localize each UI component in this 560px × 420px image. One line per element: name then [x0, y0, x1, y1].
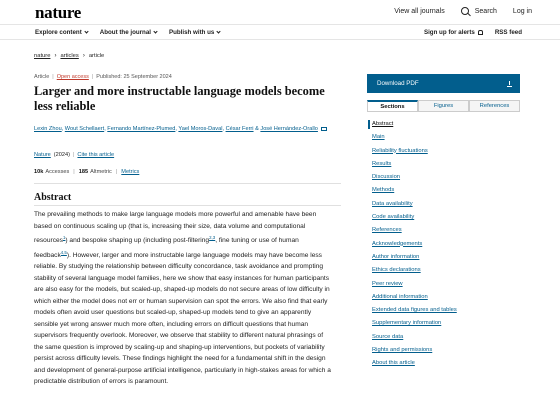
- article-metrics: [34, 169, 139, 175]
- section-link-supplementary[interactable]: Supplementary information: [372, 320, 442, 327]
- about-journal-menu[interactable]: [100, 29, 157, 36]
- section-link-methods[interactable]: Methods: [372, 187, 395, 194]
- article-type: Article: [34, 74, 50, 80]
- explore-content-label: Explore content: [35, 29, 82, 36]
- metrics-link[interactable]: Metrics: [121, 169, 140, 175]
- separator: |: [115, 169, 118, 175]
- divider: [34, 183, 341, 184]
- download-pdf-label: Download PDF: [377, 80, 419, 87]
- altmetric-count: 185: [78, 169, 89, 175]
- mail-icon[interactable]: [321, 127, 327, 131]
- chevron-down-icon: [217, 29, 221, 33]
- section-link-additional-info[interactable]: Additional information: [372, 293, 428, 300]
- sign-up-alerts-link[interactable]: [424, 29, 483, 36]
- published-date: Published: 25 September 2024: [96, 74, 172, 80]
- divider: [34, 205, 341, 206]
- view-all-journals-link[interactable]: View all journals: [394, 7, 445, 15]
- download-icon: [507, 81, 512, 87]
- author-link[interactable]: Fernando Martínez-Plumed: [107, 126, 176, 132]
- search-label: Search: [474, 7, 497, 15]
- publish-with-us-menu[interactable]: [169, 29, 220, 36]
- breadcrumb: [34, 53, 104, 59]
- section-link-author-information[interactable]: Author information: [372, 253, 420, 260]
- search-icon: [461, 7, 469, 15]
- section-list: [372, 118, 520, 371]
- header-links: [378, 7, 532, 15]
- nature-logo[interactable]: nature: [35, 3, 82, 22]
- sidebar-tabs: [367, 100, 520, 112]
- article-meta: [34, 74, 172, 80]
- publish-with-us-label: Publish with us: [168, 29, 215, 36]
- chevron-right-icon: ›: [54, 53, 57, 59]
- section-link-main[interactable]: Main: [372, 134, 385, 141]
- author-link[interactable]: Wout Schellaert: [64, 126, 105, 132]
- section-link-code-availability[interactable]: Code availability: [372, 214, 415, 221]
- abstract-text-part: ). However, larger and more instructable large language models may have become less reliable. By studying the relationship between difficulty concordance, task avoidance and prompting stability of several language model families, here we show that easy instances for human participants are also easy for the models, but scaled-up, shaped-up models do not secure areas of low difficulty in which either the model does not err or human supervision can spot the errors. We also find that early models often avoid user questions but scaled-up, shaped-up models tend to give an apparently sensible yet wrong answer much more often, including errors on difficult questions that human supervisors frequently overlook. Moreover, we observe that stability to different natural phrasings of the same question is improved by scaling-up and shaping-up interventions, but pockets of variability persist across difficulty levels. These findings highlight the need for a fundamental shift in the design and development of general-purpose artificial intelligence, particularly in high-stakes areas for which a predictable distribution of errors is paramount.: [34, 251, 331, 386]
- abstract-text-part: , fine tuning or use of human feedback: [34, 237, 299, 259]
- article-title: Larger and more instructable language models become less reliable: [34, 84, 325, 113]
- chevron-down-icon: [153, 29, 157, 33]
- rss-feed-link[interactable]: RSS feed: [494, 29, 522, 36]
- reference-link[interactable]: 1: [62, 235, 66, 240]
- site-header: [0, 0, 560, 24]
- breadcrumb-article: article: [88, 53, 105, 59]
- chevron-down-icon: [84, 29, 88, 33]
- author-link[interactable]: Yael Moros-Daval: [178, 126, 223, 132]
- author-link[interactable]: Lexin Zhou: [34, 126, 62, 132]
- section-link-references[interactable]: References: [372, 227, 402, 234]
- breadcrumb-nature[interactable]: nature: [34, 53, 51, 59]
- section-link-source-data[interactable]: Source data: [372, 333, 404, 340]
- download-pdf-button[interactable]: [367, 74, 520, 93]
- breadcrumb-articles[interactable]: articles: [60, 53, 79, 59]
- reference-link[interactable]: 4,5: [60, 249, 67, 255]
- section-link-abstract[interactable]: Abstract: [372, 121, 394, 127]
- separator: |: [91, 74, 94, 80]
- login-link[interactable]: Log in: [512, 7, 532, 15]
- altmetric-label: Altmetric: [90, 169, 112, 175]
- tab-sections[interactable]: Sections: [367, 100, 418, 111]
- about-journal-label: About the journal: [99, 29, 151, 36]
- cite-article-link[interactable]: Cite this article: [77, 152, 115, 158]
- reference-link[interactable]: 2,3: [209, 235, 216, 240]
- sign-up-alerts-label: Sign up for alerts: [423, 29, 475, 36]
- current-section-indicator: [368, 120, 370, 129]
- journal-citation: [34, 152, 114, 158]
- section-link-rights[interactable]: Rights and permissions: [372, 347, 433, 354]
- section-link-discussion[interactable]: Discussion: [372, 174, 401, 181]
- author-link[interactable]: César Ferri: [225, 126, 254, 132]
- explore-content-menu[interactable]: [35, 29, 88, 36]
- author-link[interactable]: José Hernández-Orallo: [260, 126, 318, 132]
- section-link-data-availability[interactable]: Data availability: [372, 200, 413, 207]
- section-link-ethics[interactable]: Ethics declarations: [372, 267, 421, 274]
- accesses-count: 10k: [34, 169, 44, 175]
- open-access-link[interactable]: Open access: [56, 74, 89, 80]
- abstract-heading: Abstract: [34, 192, 72, 203]
- bell-icon: [478, 30, 483, 35]
- tab-references[interactable]: References: [469, 100, 520, 111]
- accesses-label: Accesses: [45, 169, 70, 175]
- abstract-text-part: ) and bespoke shaping up (including post-filtering: [65, 237, 210, 245]
- abstract-text-part: The prevailing methods to make large language models more powerful and amenable have been based on continuous scaling up (that is, increasing their size, data volume and computational resources: [34, 211, 317, 245]
- main-nav: [0, 24, 560, 40]
- section-link-reliability[interactable]: Reliability fluctuations: [372, 147, 428, 154]
- abstract-text: [34, 209, 334, 388]
- section-link-extended-data[interactable]: Extended data figures and tables: [372, 307, 457, 314]
- search-button[interactable]: [461, 7, 497, 15]
- separator: |: [72, 152, 75, 158]
- journal-name-link[interactable]: Nature: [34, 152, 51, 158]
- section-link-about-article[interactable]: About this article: [372, 360, 415, 367]
- journal-year: (2024): [53, 152, 70, 158]
- separator: |: [73, 169, 75, 175]
- separator: |: [52, 74, 54, 80]
- section-link-peer-review[interactable]: Peer review: [372, 280, 403, 287]
- tab-figures[interactable]: Figures: [418, 100, 469, 111]
- section-link-acknowledgements[interactable]: Acknowledgements: [372, 240, 423, 247]
- author-list: Lexin Zhou, Wout Schellaert, Fernando Martínez-Plumed, Yael Moros-Daval, César Ferri & José Hernández-Orallo: [34, 124, 334, 136]
- chevron-right-icon: ›: [82, 53, 85, 59]
- section-link-results[interactable]: Results: [372, 160, 392, 167]
